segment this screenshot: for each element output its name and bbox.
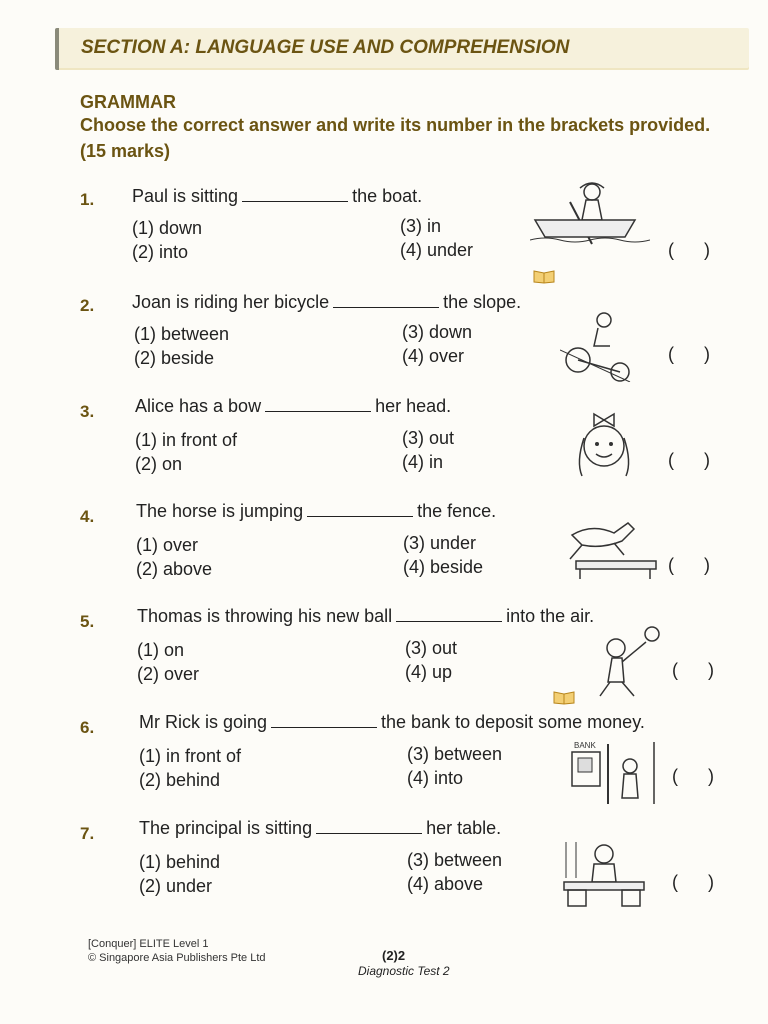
- answer-bracket[interactable]: ( ): [668, 240, 710, 260]
- section-banner: [55, 28, 749, 70]
- option-2: (2) under: [139, 876, 213, 896]
- grammar-heading: GRAMMAR: [80, 92, 176, 112]
- stem-before: The principal is sitting: [139, 818, 313, 838]
- question-1: [0, 186, 768, 295]
- option-1: (1) down: [132, 218, 203, 238]
- question-number: 6.: [80, 718, 95, 737]
- question-number: 3.: [80, 402, 95, 421]
- answer-bracket[interactable]: ( ): [672, 660, 714, 680]
- question-number: 1.: [80, 190, 95, 209]
- option-2: (2) behind: [139, 770, 221, 790]
- stem-before: Thomas is throwing his new ball: [137, 606, 393, 626]
- option-3: (3) out: [402, 428, 455, 448]
- book-icon: [553, 689, 575, 705]
- option-1: (1) over: [136, 535, 199, 555]
- test-name: Diagnostic Test 2: [358, 964, 450, 978]
- option-4: (4) in: [402, 452, 444, 472]
- answer-blank: [265, 410, 371, 412]
- question-stem: [137, 606, 594, 627]
- option-4: (4) up: [405, 662, 453, 682]
- question-stem: [136, 501, 496, 522]
- option-4: (4) above: [407, 874, 484, 894]
- stem-before: Joan is riding her bicycle: [132, 292, 330, 312]
- answer-blank: [316, 832, 422, 834]
- question-stem: [132, 186, 422, 207]
- stem-after: the boat.: [352, 186, 423, 206]
- page-number: (2)2: [382, 948, 406, 963]
- publisher-line-2: © Singapore Asia Publishers Pte Ltd: [88, 952, 266, 964]
- bank-picture: [568, 738, 664, 806]
- option-2: (2) beside: [134, 348, 215, 368]
- option-1: (1) in front of: [139, 746, 242, 766]
- answer-bracket[interactable]: ( ): [668, 450, 710, 470]
- boat-picture: [530, 182, 650, 254]
- question-number: 7.: [80, 824, 95, 843]
- option-3: (3) in: [400, 216, 442, 236]
- option-1: (1) between: [134, 324, 230, 344]
- question-number: 2.: [80, 296, 95, 315]
- option-2: (2) above: [136, 559, 213, 579]
- publisher-line-1: [Conquer] ELITE Level 1: [88, 938, 209, 950]
- stem-before: The horse is jumping: [136, 501, 304, 521]
- option-3: (3) down: [402, 322, 473, 342]
- question-stem: [132, 292, 521, 313]
- stem-after: the slope.: [443, 292, 522, 312]
- principal-desk-picture: [556, 838, 652, 908]
- bank-sign: BANK: [574, 741, 596, 750]
- section-title: SECTION A: LANGUAGE USE AND COMPREHENSION: [81, 37, 570, 58]
- option-3: (3) out: [405, 638, 458, 658]
- option-2: (2) into: [132, 242, 189, 262]
- option-3: (3) under: [403, 533, 477, 553]
- option-4: (4) beside: [403, 557, 484, 577]
- question-stem: [139, 712, 645, 733]
- option-4: (4) over: [402, 346, 465, 366]
- answer-blank: [271, 726, 377, 728]
- question-3: [0, 396, 768, 505]
- question-number: 5.: [80, 612, 95, 631]
- horse-fence-picture: [562, 515, 662, 583]
- option-3: (3) between: [407, 850, 503, 870]
- stem-before: Alice has a bow: [135, 396, 262, 416]
- stem-after: her head.: [375, 396, 452, 416]
- answer-bracket[interactable]: ( ): [672, 872, 714, 892]
- option-1: (1) on: [137, 640, 185, 660]
- option-1: (1) in front of: [135, 430, 238, 450]
- answer-blank: [242, 200, 348, 202]
- book-icon: [533, 268, 555, 284]
- grammar-instruction: Choose the correct answer and write its number in the brackets provided. (15 marks): [80, 115, 711, 161]
- answer-bracket[interactable]: ( ): [672, 766, 714, 786]
- bicycle-picture: [560, 310, 640, 382]
- stem-after: her table.: [426, 818, 502, 838]
- stem-before: Paul is sitting: [132, 186, 239, 206]
- question-6: [0, 712, 768, 821]
- question-5: [0, 606, 768, 715]
- option-2: (2) on: [135, 454, 183, 474]
- option-3: (3) between: [407, 744, 503, 764]
- stem-before: Mr Rick is going: [139, 712, 268, 732]
- answer-bracket[interactable]: ( ): [668, 555, 710, 575]
- stem-after: into the air.: [506, 606, 595, 626]
- answer-bracket[interactable]: ( ): [668, 344, 710, 364]
- answer-blank: [307, 515, 413, 517]
- stem-after: the fence.: [417, 501, 497, 521]
- question-stem: [135, 396, 451, 417]
- question-2: [0, 292, 768, 401]
- option-2: (2) over: [137, 664, 200, 684]
- option-1: (1) behind: [139, 852, 221, 872]
- answer-blank: [396, 620, 502, 622]
- question-stem: [139, 818, 501, 839]
- option-4: (4) under: [400, 240, 474, 260]
- girl-bow-picture: [572, 406, 638, 484]
- question-number: 4.: [80, 507, 95, 526]
- question-7: [0, 818, 768, 927]
- option-4: (4) into: [407, 768, 464, 788]
- answer-blank: [333, 306, 439, 308]
- stem-after: the bank to deposit some money.: [381, 712, 645, 732]
- boy-ball-picture: [590, 624, 666, 704]
- question-4: [0, 501, 768, 610]
